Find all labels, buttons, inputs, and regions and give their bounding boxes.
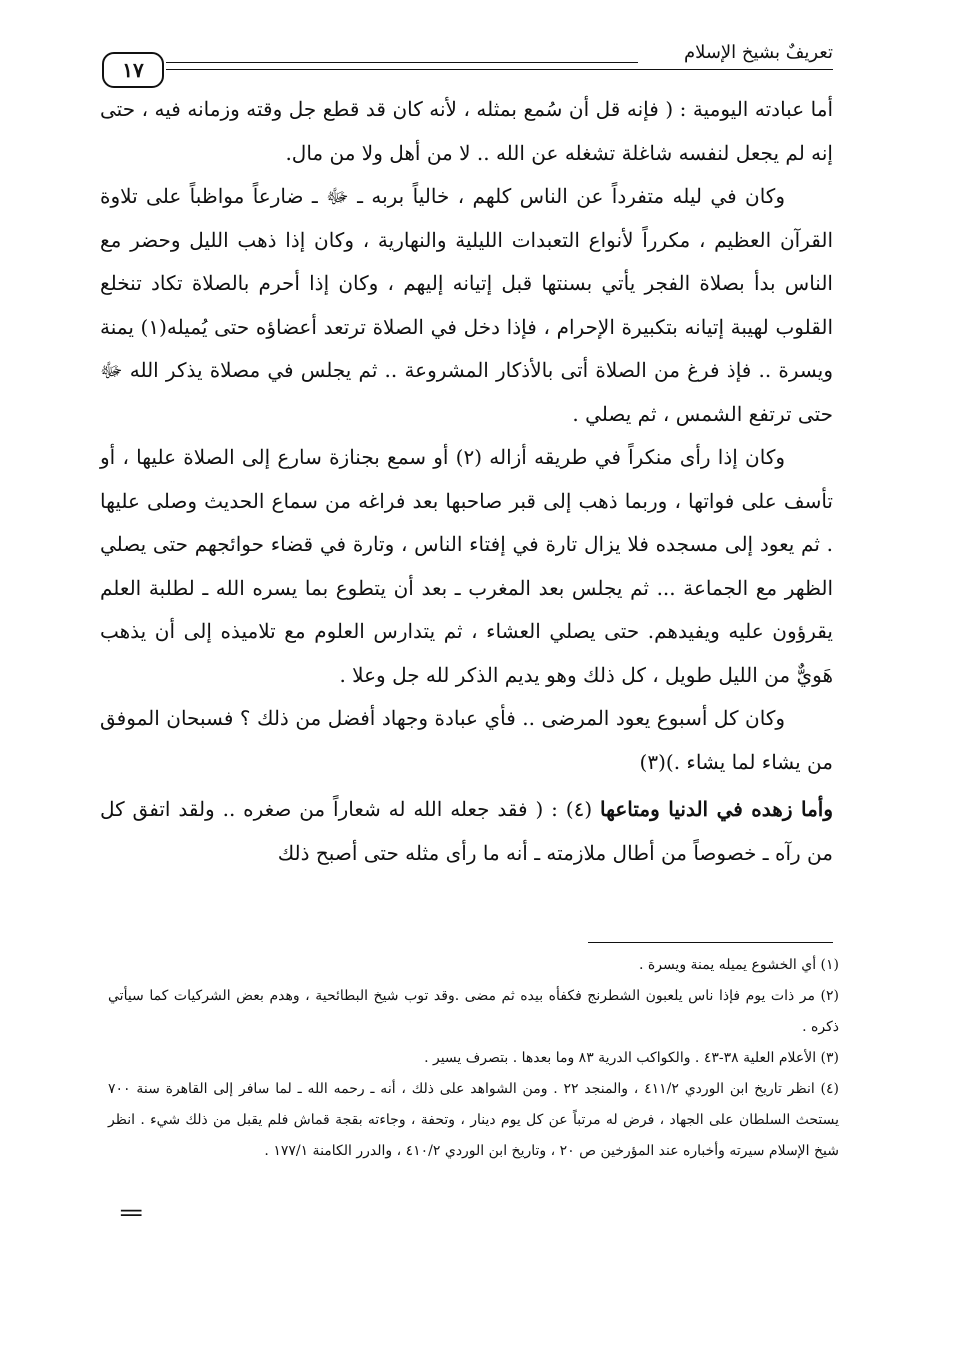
footnote-3: (٣) الأعلام العلية ٣٨-٤٣ . والكواكب الدرية ٨٣ وما بعدها . بتصرف يسير . [424, 1050, 839, 1066]
section-heading: وأما زهده في الدنيا ومتاعها [600, 797, 833, 821]
page-number: ١٧ [102, 52, 164, 88]
footnote-separator [588, 942, 833, 943]
running-title: تعريفٌ بشيخ الإسلام [683, 42, 833, 63]
main-text [100, 88, 833, 875]
footnote-2: (٢) مر ذات يوم فإذا ناس يلعبون الشطرنج فكفأه بيده ثم مضى .وقد توب شيخ البطائحية ، وهدم بعض الشركيات كما سيأتي ذكره . [108, 988, 839, 1035]
footnotes [108, 950, 839, 1167]
header-rule [166, 62, 638, 63]
footnote-1: (١) أي الخشوع يميله يمنة ويسرة . [638, 957, 839, 973]
page-end-mark: = [117, 1201, 146, 1226]
header-rule [166, 69, 833, 70]
paragraph-night-prayer: وكان في ليله متفرداً عن الناس كلهم ، خالياً بربه ـ ﷻ ـ ضارعاً مواظباً على تلاوة القرآن العظيم ، مكرراً لأنواع التعبدات الليلية والنهارية ، وكان إذا ذهب الليل وحضر مع الناس بدأ بصلاة الفجر يأتي بسنتها قبل إتيانه إليهم ، وكان إذا أحرم بالصلاة تكاد تنخلع القلوب لهيبة إتيانه بتكبيرة الإحرام ، فإذا دخل في الصلاة ترتعد أعضاؤه حتى يُميله(١) يمنة ويسرة .. فإذ فرغ من الصلاة أتى بالأذكار المشروعة .. ثم يجلس في مصلاة يذكر الله ﷻ حتى ترتفع الشمس ، ثم يصلي . [100, 184, 834, 426]
footnote-4: (٤) انظر تاريخ ابن الوردي ٤١١/٢ ، والمنجد ٢٢ . ومن الشواهد على ذلك ، أنه ـ رحمه الله ـ لما سافر إلى القاهرة سنة ٧٠٠ يستحث السلطان على الجهاد ، فرض له مرتباً عن كل يوم دينار ، وتحفة ، وجاءته بقجة قماش فلم يقبل من ذلك شيء . انظر شيخ الإسلام سيرته وأخباره عند المؤرخين ص ٢٠ ، وتاريخ ابن الوردي ٤١٠/٢ ، والدرر الكامنة ١٧٧/١ . [108, 1081, 839, 1159]
paragraph-text: (٤) : ( فقد جعله الله له شعاراً من صغره .. ولقد اتفق كل من رآه ـ خصوصاً من أطال ملازمته ـ أنه ما رأى مثله حتى أصبح ذلك [100, 797, 833, 865]
paragraph-asceticism [100, 788, 833, 875]
paragraph-daily-worship: أما عبادته اليومية : ( فإنه قل أن سُمع بمثله ، لأنه كان قد قطع جل وقته وزمانه فيه ، حتى إنه لم يجعل لنفسه شاغلة تشغله عن الله .. لا من أهل ولا من مال. [100, 97, 833, 165]
running-header [98, 38, 833, 88]
paragraph-daily-routine: وكان إذا رأى منكراً في طريقه أزاله (٢) أو سمع بجنازة سارع إلى الصلاة عليها ، أو تأسف على فواتها ، وربما ذهب إلى قبر صاحبها بعد فراغه من سماع الحديث وصلى عليها . ثم يعود إلى مسجده فلا يزال تارة في إفتاء الناس ، وتارة في قضاء حوائجهم حتى يصلي الظهر مع الجماعة ... ثم يجلس بعد المغرب ـ بعد أن يتطوع بما يسره الله ـ لطلبة العلم يقرؤون عليه ويفيدهم. حتى يصلي العشاء ، ثم يتدارس العلوم مع تلاميذه إلى أن يذهب هَويٌّ من الليل طويل ، كل ذلك وهو يديم الذكر لله جل وعلا . [100, 445, 834, 687]
paragraph-weekly-visits: وكان كل أسبوع يعود المرضى .. فأي عبادة وجهاد أفضل من ذلك ؟ فسبحان الموفق من يشاء لما يشاء .)(٣) [100, 706, 833, 774]
